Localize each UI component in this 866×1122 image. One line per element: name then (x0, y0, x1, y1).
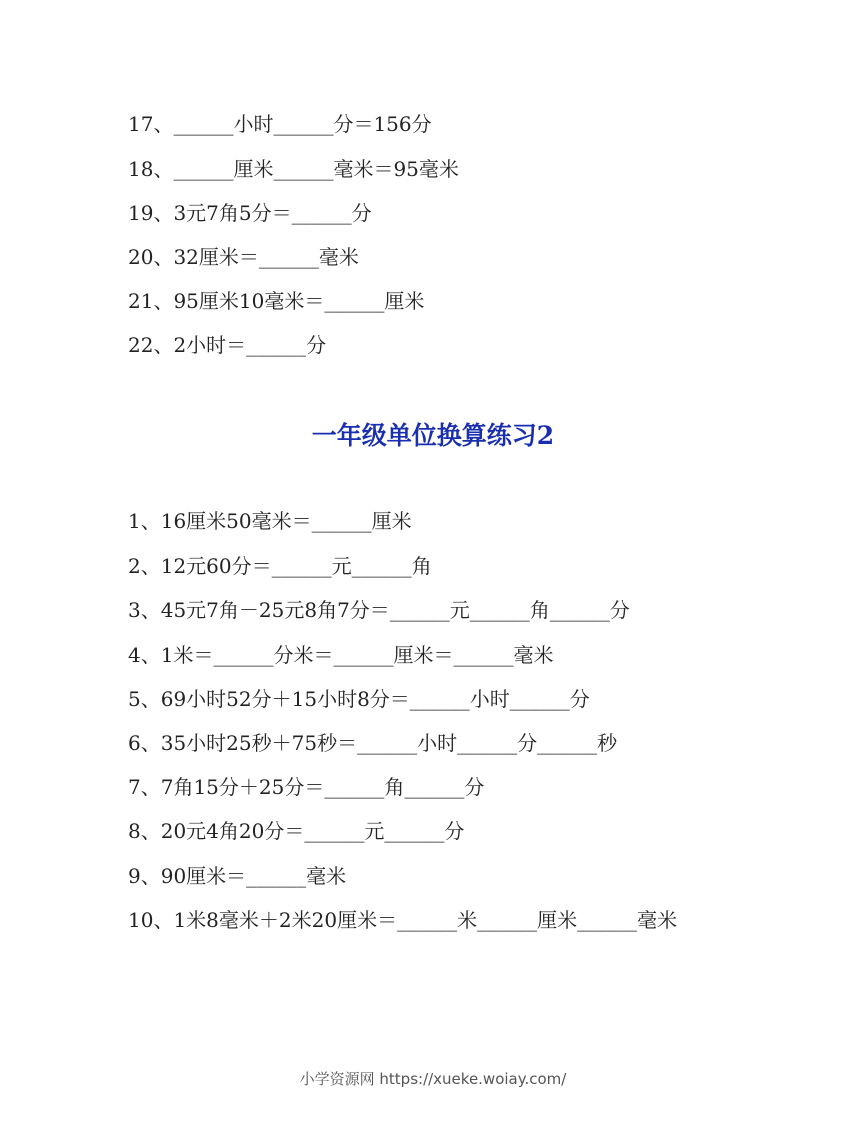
question-1: 1、16厘米50毫米＝______厘米 (128, 509, 412, 533)
question-2: 2、12元60分＝______元______角 (128, 554, 432, 578)
question-9: 9、90厘米＝______毫米 (128, 864, 347, 888)
question-19: 19、3元7角5分＝______分 (128, 201, 372, 225)
question-4: 4、1米＝______分米＝______厘米＝______毫米 (128, 643, 554, 667)
question-17: 17、______小时______分＝156分 (128, 112, 432, 136)
question-20: 20、32厘米＝______毫米 (128, 245, 359, 269)
question-5: 5、69小时52分＋15小时8分＝______小时______分 (128, 687, 590, 711)
question-7: 7、7角15分＋25分＝______角______分 (128, 775, 485, 799)
question-8: 8、20元4角20分＝______元______分 (128, 819, 465, 843)
question-3: 3、45元7角－25元8角7分＝______元______角______分 (128, 598, 630, 622)
question-18: 18、______厘米______毫米＝95毫米 (128, 157, 459, 181)
question-10: 10、1米8毫米＋2米20厘米＝______米______厘米______毫米 (128, 908, 678, 932)
question-21: 21、95厘米10毫米＝______厘米 (128, 289, 425, 313)
section-title: 一年级单位换算练习2 (311, 421, 555, 450)
question-22: 22、2小时＝______分 (128, 333, 327, 357)
footer-watermark: 小学资源网 https://xueke.woiay.com/ (299, 1070, 567, 1088)
question-6: 6、35小时25秒＋75秒＝______小时______分______秒 (128, 731, 618, 755)
